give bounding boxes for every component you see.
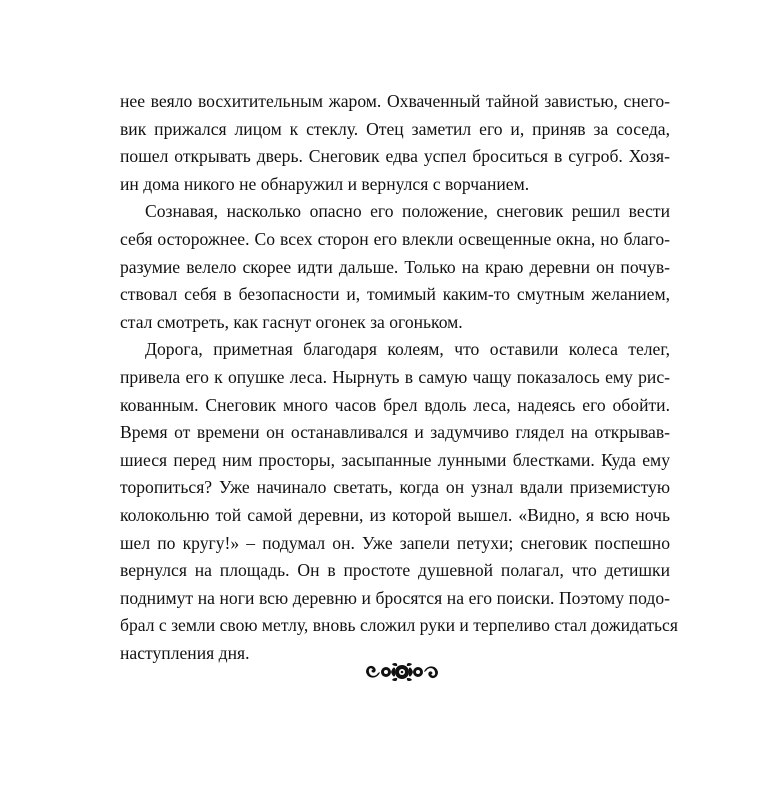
text-line: шел по кругу!» – подумал он. Уже запели петухи; снеговик поспешно [120,532,670,553]
paragraph-3 [120,336,678,667]
text-line: вик прижался лицом к стеклу. Отец заметил его и, приняв за соседа, [120,118,670,139]
text-line: Сознавая, насколько опасно его положение, снеговик решил вести [145,201,670,222]
text-line: разумие велело скорее идти дальше. Только на краю деревни он почув- [120,256,670,277]
floral-vignette-icon [362,658,442,686]
text-line: нее веяло восхитительным жаром. Охваченный тайной завистью, снего- [120,91,670,111]
text-line: поднимут на ноги всю деревню и бросятся на его поиски. Поэтому подо- [120,587,670,608]
paragraph-2 [120,198,670,336]
text-line: ствовал себя в безопасности и, томимый каким-то смутным желанием, [120,284,670,305]
text-line: себя осторожнее. Со всех сторон его влекли освещенные окна, но благо- [120,228,670,249]
text-line: наступления дня. [120,642,250,663]
text-line: торопиться? Уже начинало светать, когда он узнал вдали приземистую [120,477,670,498]
text-line: Время от времени он останавливался и задумчиво глядел на открывав- [120,422,670,443]
text-line: вернулся на площадь. Он в простоте душевной полагал, что детишки [120,560,670,581]
text-line: кованным. Снеговик много часов брел вдоль леса, надеясь его обойти. [120,394,670,415]
paragraph-1 [120,88,670,198]
text-line: стал смотреть, как гаснут огонек за огоньком. [120,311,463,332]
text-line: шиеся перед ним просторы, засыпанные лунными блестками. Куда ему [120,449,670,470]
text-line: ин дома никого не обнаружил и вернулся с ворчанием. [120,173,530,194]
text-line: привела его к опушке леса. Нырнуть в самую чащу показалось ему рис- [120,366,670,387]
text-line: Дорога, приметная благодаря колеям, что оставили колеса телег, [145,339,670,360]
text-line: колокольню той самой деревни, из которой вышел. «Видно, я всю ночь [120,504,670,525]
body-text [120,88,678,667]
text-line: брал с земли свою метлу, вновь сложил руки и терпеливо стал дожидаться [120,615,678,636]
text-line: пошел открывать дверь. Снеговик едва успел броситься в сугроб. Хозя- [120,146,670,167]
